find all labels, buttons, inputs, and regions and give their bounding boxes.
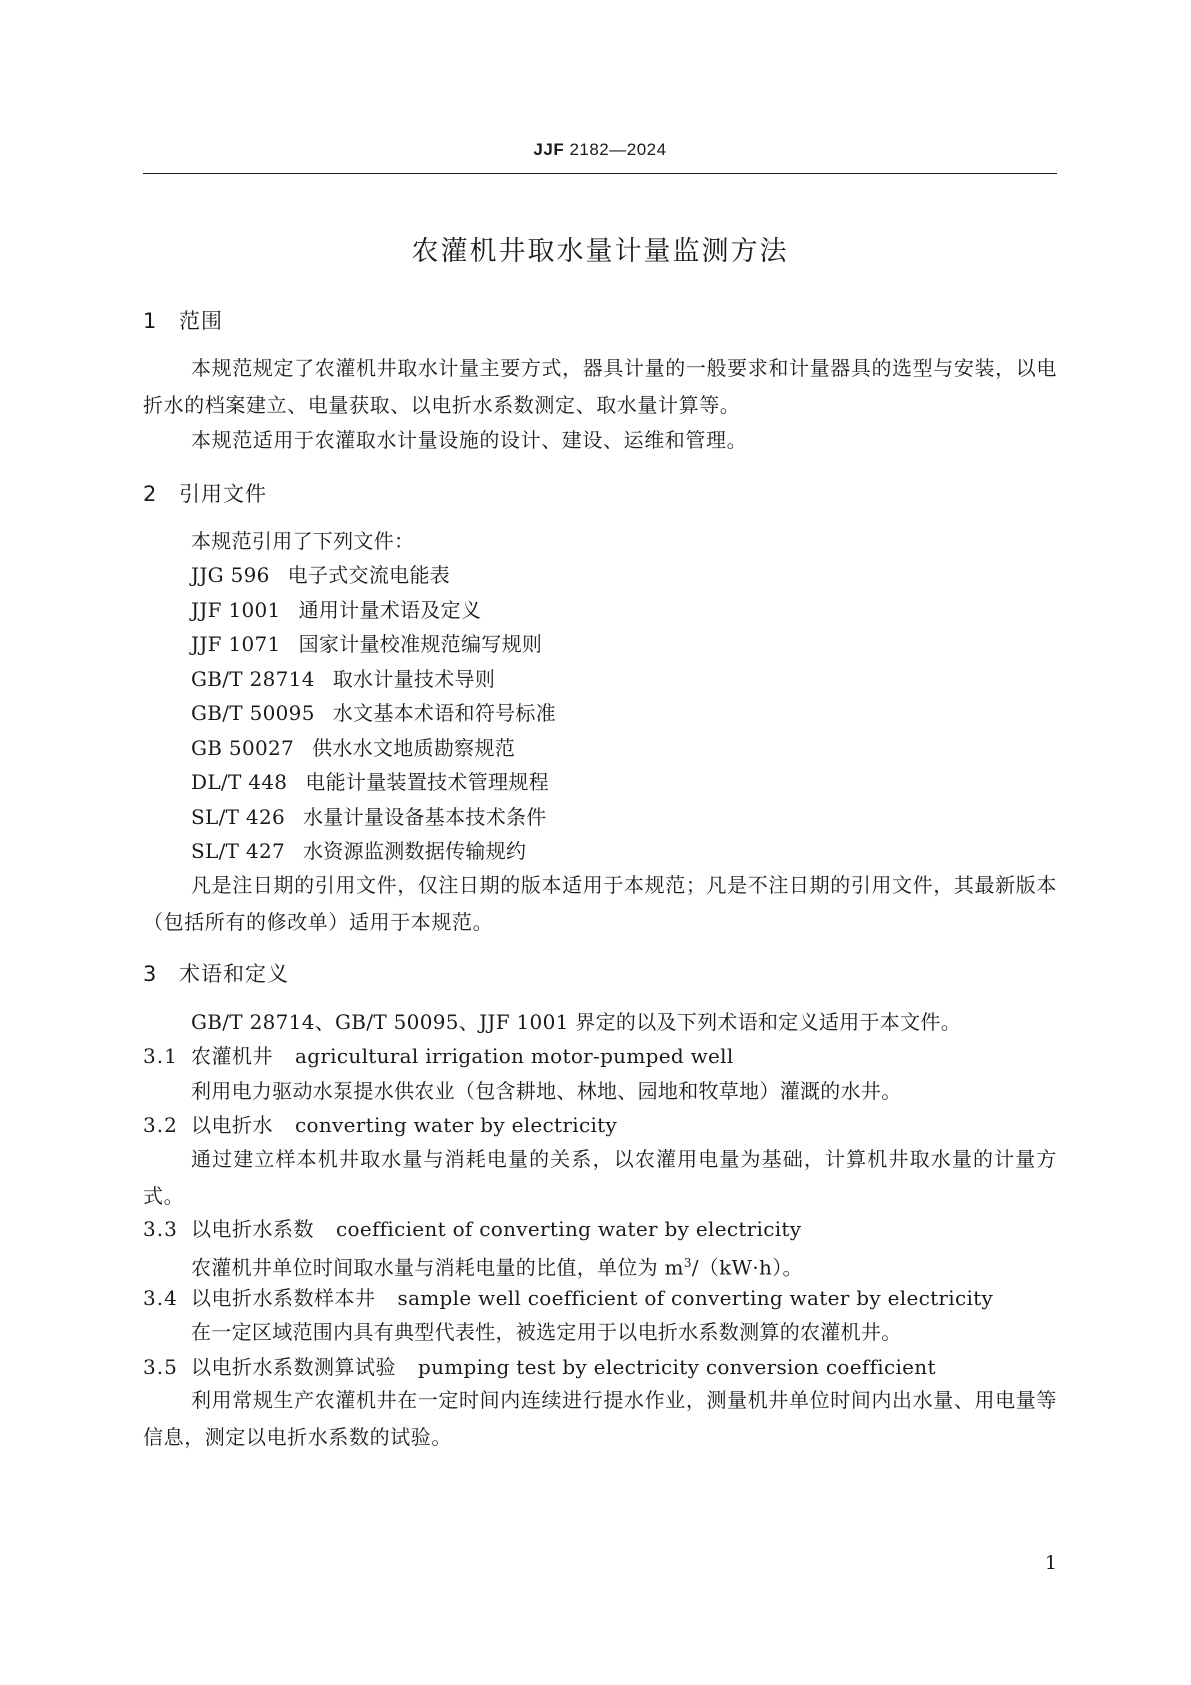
term-chinese: 以电折水 <box>191 1113 273 1137</box>
reference-title: 国家计量校准规范编写规则 <box>298 632 543 656</box>
section-title: 引用文件 <box>179 482 267 506</box>
standard-code: JJF <box>533 140 565 159</box>
term-entry <box>143 1353 936 1381</box>
reference-code: JJF 1001 <box>191 598 281 622</box>
definition-text: 农灌机井单位时间取水量与消耗电量的比值，单位为 m <box>191 1255 684 1280</box>
section-title: 范围 <box>179 309 223 333</box>
term-chinese: 以电折水系数 <box>191 1217 314 1241</box>
section-title: 术语和定义 <box>179 962 289 986</box>
term-english: agricultural irrigation motor-pumped well <box>295 1044 734 1068</box>
reference-code: DL/T 448 <box>191 770 288 794</box>
section-1-paragraph-1: 本规范规定了农灌机井取水计量主要方式，器具计量的一般要求和计量器具的选型与安装，以电折水的档案建立、电量获取、以电折水系数测定、取水量计算等。 <box>143 356 1057 417</box>
term-definition: 通过建立样本机井取水量与消耗电量的关系，以农灌用电量为基础，计算机井取水量的计量方式。 <box>143 1147 1057 1208</box>
term-chinese: 以电折水系数样本井 <box>191 1286 376 1310</box>
term-number: 3.5 <box>143 1355 178 1379</box>
reference-title: 供水水文地质勘察规范 <box>312 736 516 760</box>
term-chinese: 农灌机井 <box>191 1044 273 1068</box>
section-1-paragraph-2: 本规范适用于农灌取水计量设施的设计、建设、运维和管理。 <box>191 428 748 452</box>
references-intro: 本规范引用了下列文件： <box>191 529 415 553</box>
reference-code: JJF 1071 <box>191 632 281 656</box>
reference-code: GB/T 28714 <box>191 667 315 691</box>
page-number: 1 <box>1044 1552 1057 1574</box>
reference-title: 水量计量设备基本技术条件 <box>303 805 547 829</box>
reference-item <box>191 665 495 693</box>
term-number: 3.1 <box>143 1044 178 1068</box>
section-1-heading <box>143 305 223 335</box>
section-number: 3 <box>143 962 158 986</box>
reference-item <box>191 561 450 589</box>
reference-code: SL/T 427 <box>191 839 285 863</box>
reference-title: 电能计量装置技术管理规程 <box>305 770 549 794</box>
reference-item <box>191 699 556 727</box>
references-note: 凡是注日期的引用文件，仅注日期的版本适用于本规范；凡是不注日期的引用文件，其最新版本（包括所有的修改单）适用于本规范。 <box>143 873 1057 934</box>
reference-item <box>191 803 547 831</box>
term-definition: 利用电力驱动水泵提水供农业（包含耕地、林地、园地和牧草地）灌溉的水井。 <box>191 1079 902 1103</box>
term-english: sample well coefficient of converting water by electricity <box>397 1286 994 1310</box>
standard-header <box>143 140 1057 160</box>
reference-code: SL/T 426 <box>191 805 285 829</box>
reference-title: 取水计量技术导则 <box>332 667 496 691</box>
term-english: coefficient of converting water by electricity <box>336 1217 802 1241</box>
reference-item <box>191 630 542 658</box>
reference-title: 通用计量术语及定义 <box>298 598 482 622</box>
term-number: 3.3 <box>143 1217 178 1241</box>
section-number: 2 <box>143 482 158 506</box>
reference-item <box>191 768 549 796</box>
term-entry <box>143 1111 617 1139</box>
header-divider <box>143 173 1057 174</box>
term-english: pumping test by electricity conversion coefficient <box>418 1355 936 1379</box>
reference-title: 水文基本术语和符号标准 <box>332 701 557 725</box>
terms-intro: GB/T 28714、GB/T 50095、JJF 1001 界定的以及下列术语和定义适用于本文件。 <box>191 1010 961 1034</box>
term-entry <box>143 1042 734 1070</box>
section-2-heading <box>143 478 267 508</box>
unit-superscript: 3 <box>683 1256 692 1270</box>
document-title: 农灌机井取水量计量监测方法 <box>411 236 789 267</box>
section-number: 1 <box>143 309 158 333</box>
term-english: converting water by electricity <box>295 1113 618 1137</box>
reference-code: GB 50027 <box>191 736 295 760</box>
term-entry <box>143 1284 993 1312</box>
reference-title: 电子式交流电能表 <box>287 563 451 587</box>
reference-code: GB/T 50095 <box>191 701 315 725</box>
term-number: 3.2 <box>143 1113 178 1137</box>
definition-unit: /（kW·h）。 <box>691 1255 803 1280</box>
term-entry <box>143 1215 801 1243</box>
term-chinese: 以电折水系数测算试验 <box>191 1355 396 1379</box>
term-number: 3.4 <box>143 1286 178 1310</box>
reference-code: JJG 596 <box>191 563 270 587</box>
reference-item <box>191 837 526 865</box>
term-definition <box>191 1249 803 1282</box>
section-3-heading <box>143 958 289 988</box>
reference-title: 水资源监测数据传输规约 <box>303 839 527 863</box>
standard-number: 2182—2024 <box>569 140 667 159</box>
term-definition: 利用常规生产农灌机井在一定时间内连续进行提水作业，测量机井单位时间内出水量、用电量等信息，测定以电折水系数的试验。 <box>143 1388 1057 1449</box>
term-definition: 在一定区域范围内具有典型代表性，被选定用于以电折水系数测算的农灌机井。 <box>191 1320 902 1344</box>
reference-item <box>191 734 515 762</box>
reference-item <box>191 596 481 624</box>
